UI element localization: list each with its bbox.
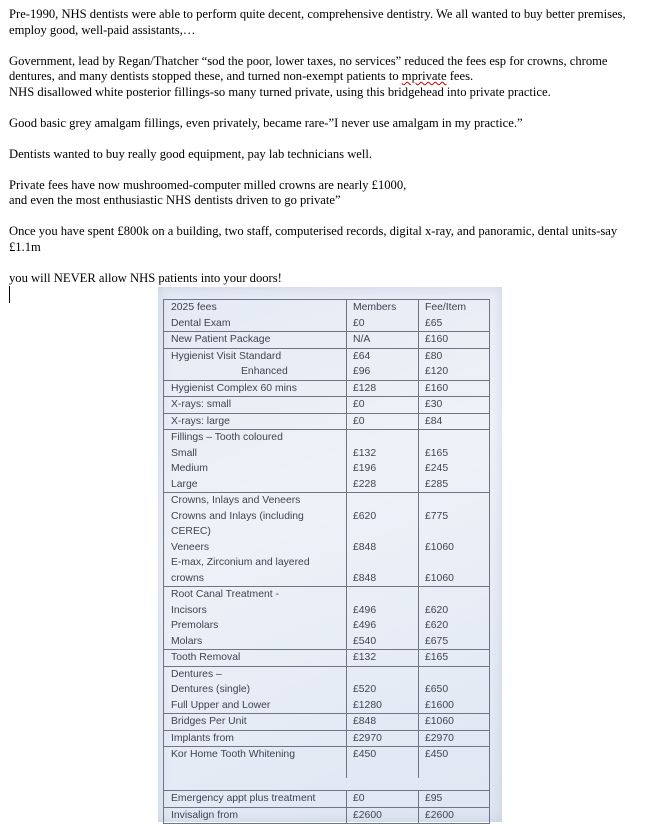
cell-line: Dental Exam xyxy=(171,317,231,329)
header-fee: Fee/Item xyxy=(418,300,489,316)
table-cell-fee xyxy=(418,808,489,824)
table-cell-item xyxy=(164,731,346,747)
table-cell-members xyxy=(346,430,418,492)
cell-line: £620 xyxy=(425,604,449,616)
cell-line: Hygienist Visit Standard xyxy=(171,350,282,362)
table-gap xyxy=(164,778,489,790)
table-cell-fee xyxy=(418,714,489,730)
paragraph-private-fees: Private fees have now mushroomed-computer milled crowns are nearly £1000, xyxy=(9,177,407,192)
table-cell-fee xyxy=(418,397,489,413)
table-cell-members xyxy=(346,587,418,649)
table-cell-members xyxy=(346,316,418,332)
table-cell-members xyxy=(346,714,418,730)
table-cell-fee xyxy=(418,349,489,380)
cell-line: £620 xyxy=(353,510,377,522)
table-cell-members xyxy=(346,808,418,824)
cell-line: £775 xyxy=(425,510,449,522)
table-cell-item xyxy=(164,349,346,380)
cell-line: £160 xyxy=(425,334,449,345)
cell-line: £65 xyxy=(425,317,443,329)
cell-line: Molars xyxy=(171,635,203,647)
cell-line: E-max, Zirconium and layered xyxy=(171,557,310,568)
cell-line: crowns xyxy=(171,572,204,584)
cell-line: £1060 xyxy=(425,572,454,584)
fees-table xyxy=(163,299,490,824)
paragraph-government-text: Government, lead by Regan/Thatcher “sod the poor, lower taxes, no services” reduced the fees esp for crowns, chrome dentures, and many dentists stopped these, and turned non-exempt patients to xyxy=(9,53,608,83)
cell-line: Fillings – Tooth coloured xyxy=(171,432,283,443)
table-cell-item xyxy=(164,667,346,714)
cell-line: £245 xyxy=(425,463,449,474)
cell-line: £848 xyxy=(353,716,377,727)
table-row xyxy=(164,396,489,413)
table-row xyxy=(164,790,489,807)
cell-line: Tooth Removal xyxy=(171,652,241,663)
cell-line: Premolars xyxy=(171,620,219,631)
cell-line: £2970 xyxy=(425,732,454,744)
table-cell-fee xyxy=(418,650,489,666)
cell-line xyxy=(425,555,489,571)
cell-line: £1060 xyxy=(425,716,454,727)
fees-photo[interactable] xyxy=(158,287,502,822)
cell-line: £1280 xyxy=(353,699,382,711)
cell-line xyxy=(353,763,418,779)
cell-line xyxy=(425,667,489,683)
cell-line: Dentures – xyxy=(171,668,222,680)
cell-line: Root Canal Treatment - xyxy=(171,589,279,600)
table-row xyxy=(164,429,489,492)
table-row xyxy=(164,380,489,397)
cell-line: £132 xyxy=(353,652,377,663)
table-cell-members xyxy=(346,381,418,397)
cell-line: £0 xyxy=(353,415,365,427)
table-cell-fee xyxy=(418,430,489,492)
table-cell-item xyxy=(164,414,346,430)
cell-line xyxy=(353,587,418,603)
cell-line: £0 xyxy=(353,793,365,804)
cell-line: £1060 xyxy=(425,541,454,553)
cell-line: £496 xyxy=(353,620,377,631)
table-row xyxy=(164,713,489,730)
table-cell-members xyxy=(346,349,418,380)
paragraph-pre-1990: Pre-1990, NHS dentists were able to perform quite decent, comprehensive dentistry. We all wanted to buy better premises, employ good, well-paid assistants,… xyxy=(9,7,626,37)
cell-line: New Patient Package xyxy=(171,334,271,345)
cell-line xyxy=(425,763,489,779)
table-cell-fee xyxy=(418,587,489,649)
table-cell-item xyxy=(164,587,346,649)
table-cell-members xyxy=(346,747,418,778)
cell-line: Full Upper and Lower xyxy=(171,699,271,711)
table-row xyxy=(164,586,489,649)
cell-line xyxy=(425,493,489,509)
cell-line: Veneers xyxy=(171,541,210,553)
cell-line xyxy=(425,587,489,603)
cell-line: Crowns and Inlays (including xyxy=(171,510,304,522)
cell-line: X-rays: small xyxy=(171,399,232,410)
table-cell-item xyxy=(164,397,346,413)
table-cell-fee xyxy=(418,316,489,332)
cell-line: £848 xyxy=(353,541,377,553)
table-cell-item xyxy=(164,493,346,586)
cell-line: £84 xyxy=(425,415,443,427)
cell-line: Crowns, Inlays and Veneers xyxy=(171,495,301,506)
table-cell-members xyxy=(346,667,418,714)
table-row xyxy=(164,649,489,666)
paragraph-equipment: Dentists wanted to buy really good equipment, pay lab technicians well. xyxy=(9,146,373,161)
cell-line xyxy=(353,493,418,509)
table-row xyxy=(164,316,489,332)
table-cell-item xyxy=(164,381,346,397)
table-cell-members xyxy=(346,332,418,348)
cell-line: £165 xyxy=(425,652,449,663)
cell-line xyxy=(425,524,489,540)
cell-line: £2970 xyxy=(353,732,382,744)
cell-line: Incisors xyxy=(171,604,207,616)
table-cell-fee xyxy=(418,493,489,586)
paragraph-amalgam: Good basic grey amalgam fillings, even privately, became rare-”I never use amalgam in my practice.” xyxy=(9,115,523,130)
cell-line: Dentures (single) xyxy=(171,684,251,695)
cell-line: Kor Home Tooth Whitening xyxy=(171,749,295,760)
paragraph-white-fillings: NHS disallowed white posterior fillings-so many turned private, using this bridgehead into private practice. xyxy=(9,84,551,99)
cell-line: £2600 xyxy=(425,809,454,821)
table-row xyxy=(164,331,489,348)
cell-line: Hygienist Complex 60 mins xyxy=(171,382,297,394)
paragraph-government xyxy=(9,54,649,85)
paragraph-never: you will NEVER allow NHS patients into your doors! xyxy=(9,270,282,285)
document-body[interactable] xyxy=(9,7,649,302)
table-cell-fee xyxy=(418,791,489,807)
table-cell-members xyxy=(346,493,418,586)
table-cell-item xyxy=(164,332,346,348)
cell-line: £650 xyxy=(425,684,449,695)
paragraph-enthusiastic: and even the most enthusiastic NHS dentists driven to go private” xyxy=(9,193,341,207)
cell-line: £496 xyxy=(353,604,377,616)
cell-line: Implants from xyxy=(171,732,234,744)
cell-line: X-rays: large xyxy=(171,415,230,427)
cell-line: £95 xyxy=(425,793,443,804)
cell-line: Enhanced xyxy=(241,366,288,377)
cell-line: Emergency appt plus treatment xyxy=(171,793,316,804)
table-cell-fee xyxy=(418,731,489,747)
cell-line: £675 xyxy=(425,635,449,647)
table-row xyxy=(164,746,489,778)
table-row xyxy=(164,807,489,824)
table-cell-item xyxy=(164,430,346,492)
text-cursor xyxy=(9,286,10,303)
cell-line: £1600 xyxy=(425,699,454,711)
cell-line: £450 xyxy=(425,749,449,760)
cell-line: £120 xyxy=(425,366,449,377)
table-cell-item xyxy=(164,808,346,824)
table-cell-members xyxy=(346,414,418,430)
table-cell-members xyxy=(346,791,418,807)
cell-line: £620 xyxy=(425,620,449,631)
table-cell-fee xyxy=(418,747,489,778)
cell-line: £0 xyxy=(353,317,365,329)
cell-line: £196 xyxy=(353,463,377,474)
cell-line: £450 xyxy=(353,749,377,760)
table-row xyxy=(164,348,489,380)
cell-line xyxy=(353,555,418,571)
table-header-row xyxy=(164,300,489,316)
cell-line xyxy=(353,524,418,540)
cell-line: £165 xyxy=(425,447,449,459)
table-cell-fee xyxy=(418,667,489,714)
table-cell-item xyxy=(164,791,346,807)
cell-line xyxy=(171,763,346,779)
cell-line: £2600 xyxy=(353,809,382,821)
table-cell-item xyxy=(164,650,346,666)
cell-line: N/A xyxy=(353,334,371,345)
table-cell-item xyxy=(164,714,346,730)
table-body xyxy=(164,316,489,824)
header-members: Members xyxy=(346,300,418,316)
cell-line: £0 xyxy=(353,399,365,410)
table-cell-fee xyxy=(418,381,489,397)
cell-line: £128 xyxy=(353,382,377,394)
cell-line xyxy=(353,667,418,683)
table-row xyxy=(164,666,489,714)
table-cell-fee xyxy=(418,332,489,348)
cell-line: Bridges Per Unit xyxy=(171,716,247,727)
paragraph-government-end: fees. xyxy=(446,69,474,83)
paragraph-building-costs: Once you have spent £800k on a building, two staff, computerised records, digital x-ray, and panoramic, dental units-say £1.1m xyxy=(9,224,618,254)
cell-line xyxy=(425,430,489,446)
table-cell-item xyxy=(164,747,346,778)
cell-line: £848 xyxy=(353,572,377,584)
cell-line: £520 xyxy=(353,684,377,695)
table-cell-members xyxy=(346,397,418,413)
header-item: 2025 fees xyxy=(171,302,217,313)
cell-line: £80 xyxy=(425,350,443,362)
cell-line: £64 xyxy=(353,350,371,362)
cell-line: £285 xyxy=(425,478,449,490)
cell-line xyxy=(353,430,418,446)
table-row xyxy=(164,492,489,586)
cell-line: Small xyxy=(171,447,197,459)
table-row xyxy=(164,413,489,430)
cell-line: £30 xyxy=(425,399,443,410)
table-row xyxy=(164,730,489,747)
cell-line: £160 xyxy=(425,382,449,394)
table-cell-item xyxy=(164,316,346,332)
cell-line: £540 xyxy=(353,635,377,647)
table-cell-members xyxy=(346,731,418,747)
table-cell-fee xyxy=(418,414,489,430)
cell-line: CEREC) xyxy=(171,526,211,537)
cell-line: £132 xyxy=(353,447,377,459)
cell-line: Invisalign from xyxy=(171,809,238,821)
table-cell-members xyxy=(346,650,418,666)
misspelled-word[interactable]: mprivate xyxy=(401,69,447,83)
cell-line: £228 xyxy=(353,478,377,490)
cell-line: £96 xyxy=(353,366,371,377)
cell-line: Medium xyxy=(171,463,208,474)
cell-line: Large xyxy=(171,478,198,490)
